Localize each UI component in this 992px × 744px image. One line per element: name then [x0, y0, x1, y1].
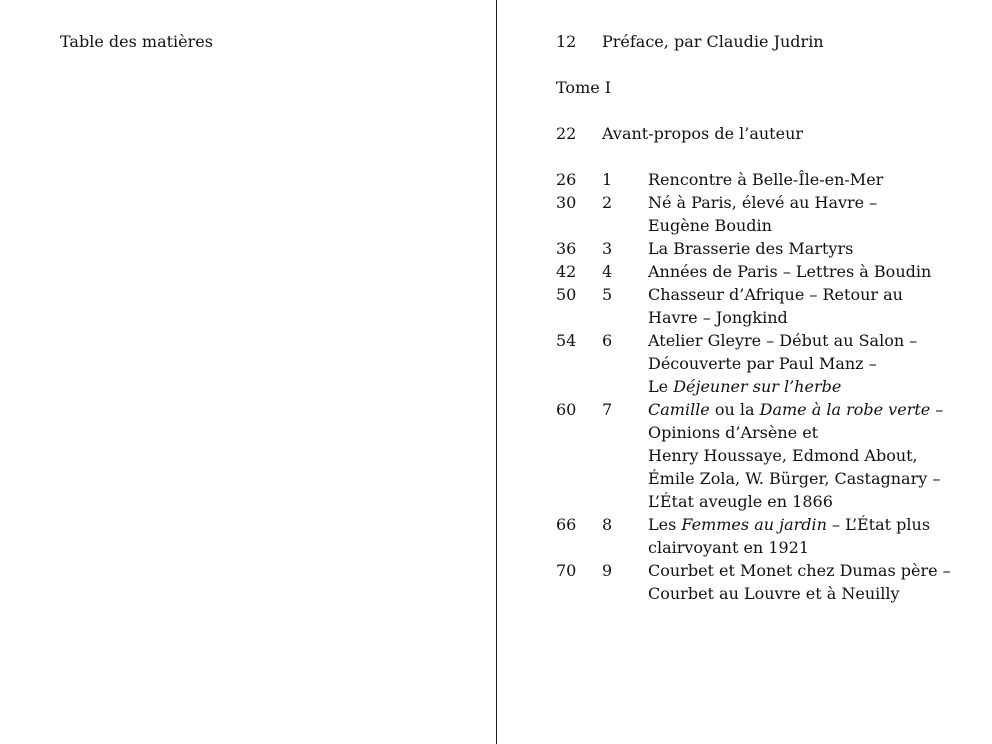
chapter-number: 7: [602, 400, 613, 419]
entry-title: [648, 237, 978, 260]
toc-entry-chapter-7[interactable]: [556, 398, 986, 513]
entry-page-number: 26: [556, 170, 577, 189]
title-line: Courbet au Louvre et à Neuilly: [648, 584, 900, 603]
entry-title: Avant-propos de l’auteur: [602, 124, 804, 143]
entry-page-number: 66: [556, 515, 577, 534]
entry-page-number: 70: [556, 561, 577, 580]
entry-page-number: 30: [556, 193, 577, 212]
entry-title: [648, 329, 978, 398]
toc-entry-chapter-1[interactable]: [556, 168, 986, 191]
chapter-number: 4: [602, 262, 613, 281]
toc-entry-chapter-2[interactable]: [556, 191, 986, 237]
chapter-number: 3: [602, 239, 613, 258]
chapter-number: 9: [602, 561, 613, 580]
title-line: [648, 398, 978, 421]
title-line: Atelier Gleyre – Début au Salon –: [648, 331, 918, 350]
chapter-number: 1: [602, 170, 613, 189]
entry-title: [648, 260, 978, 283]
entry-page-number: 22: [556, 124, 577, 143]
spacer: [556, 145, 986, 168]
toc-entry-chapter-3[interactable]: [556, 237, 986, 260]
title-text: –: [930, 400, 944, 419]
right-page: [497, 0, 992, 744]
entry-page-number: 54: [556, 331, 577, 350]
title-italic-text: Femmes au jardin: [681, 515, 827, 534]
title-text: Le: [648, 377, 674, 396]
spacer: [556, 53, 986, 76]
entry-page-number: 50: [556, 285, 577, 304]
title-line: L’État aveugle en 1866: [648, 492, 833, 511]
title-line: Eugène Boudin: [648, 216, 772, 235]
title-italic-text: Camille: [648, 400, 710, 419]
title-line: Opinions d’Arsène et: [648, 423, 819, 442]
chapter-number: 5: [602, 285, 613, 304]
entry-page-number: 12: [556, 32, 577, 51]
title-text: Les: [648, 515, 682, 534]
title-text: ou la: [709, 400, 760, 419]
title-line: Chasseur d’Afrique – Retour au: [648, 285, 903, 304]
title-line: Années de Paris – Lettres à Boudin: [648, 262, 932, 281]
entry-title: [648, 398, 978, 513]
toc-entry-chapter-9[interactable]: [556, 559, 986, 605]
entry-page-number: 60: [556, 400, 577, 419]
title-line: [648, 513, 978, 536]
toc-heading: Table des matières: [60, 32, 213, 51]
toc-entry-chapter-8[interactable]: [556, 513, 986, 559]
tome-label: Tome I: [556, 78, 612, 97]
title-line: Découverte par Paul Manz –: [648, 354, 877, 373]
toc-tome-heading: [556, 76, 986, 99]
chapter-number: 8: [602, 515, 613, 534]
toc-entry-chapter-4[interactable]: [556, 260, 986, 283]
entry-page-number: 36: [556, 239, 577, 258]
toc-entry-preface[interactable]: [556, 30, 986, 53]
toc-entry-chapter-5[interactable]: [556, 283, 986, 329]
title-line: clairvoyant en 1921: [648, 538, 810, 557]
title-line: La Brasserie des Martyrs: [648, 239, 854, 258]
entry-title: [648, 513, 978, 559]
title-line: Rencontre à Belle-Île-en-Mer: [648, 170, 884, 189]
toc-entry-avant-propos[interactable]: [556, 122, 986, 145]
title-italic-text: Dame à la robe verte: [759, 400, 931, 419]
title-line: Havre – Jongkind: [648, 308, 788, 327]
title-line: Émile Zola, W. Bürger, Castagnary –: [648, 469, 941, 488]
entry-page-number: 42: [556, 262, 577, 281]
chapter-number: 2: [602, 193, 613, 212]
title-line: [648, 375, 978, 398]
title-line: Né à Paris, élevé au Havre –: [648, 193, 878, 212]
toc-entry-chapter-6[interactable]: [556, 329, 986, 398]
table-of-contents: [556, 30, 986, 605]
entry-title: [648, 191, 978, 237]
entry-title: [648, 559, 978, 605]
title-text: – L’État plus: [826, 515, 931, 534]
title-italic-text: Déjeuner sur l’herbe: [673, 377, 842, 396]
title-line: Henry Houssaye, Edmond About,: [648, 446, 918, 465]
spacer: [556, 99, 986, 122]
entry-title: [648, 283, 978, 329]
entry-title: [648, 168, 978, 191]
entry-title: Préface, par Claudie Judrin: [602, 32, 824, 51]
title-line: Courbet et Monet chez Dumas père –: [648, 561, 951, 580]
chapter-number: 6: [602, 331, 613, 350]
